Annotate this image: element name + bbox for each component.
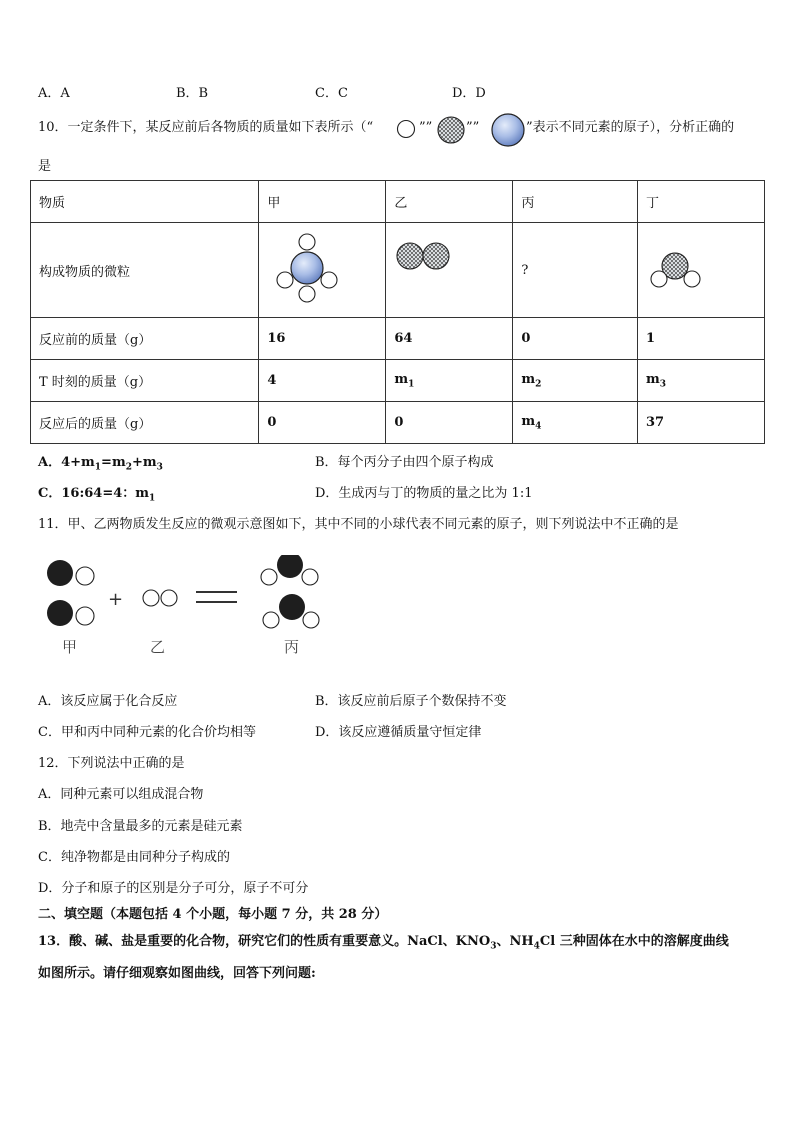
blue-atom-icon bbox=[490, 112, 526, 148]
particle-row bbox=[31, 223, 765, 318]
table-cell: 4 bbox=[259, 360, 386, 402]
q9-option-a: A．A bbox=[38, 86, 70, 101]
plus-sign: + bbox=[108, 589, 124, 610]
after-mass-row bbox=[31, 402, 765, 444]
q10-option-b: B．每个丙分子由四个原子构成 bbox=[315, 455, 494, 470]
q10-stem-part2: ”表示不同元素的原子），分析正确的 bbox=[526, 120, 735, 135]
header-cell: 丁 bbox=[637, 181, 764, 223]
before-mass-row bbox=[31, 318, 765, 360]
jia-molecule-icon bbox=[259, 223, 385, 317]
q11-option-a: A．该反应属于化合反应 bbox=[38, 694, 178, 709]
table-cell: $m_2$ bbox=[513, 360, 638, 402]
table-cell: 64 bbox=[386, 318, 513, 360]
bing-particle-cell: ? bbox=[513, 223, 638, 318]
q13-line2: 如图所示。请仔细观察如图曲线，回答下列问题: bbox=[38, 966, 316, 981]
header-cell: 物质 bbox=[31, 181, 259, 223]
q10-option-d: D．生成丙与丁的物质的量之比为 1:1 bbox=[315, 486, 533, 501]
jia-molecule bbox=[47, 560, 94, 626]
q11-reaction-diagram bbox=[38, 555, 338, 665]
q12-stem: 12．下列说法中正确的是 bbox=[38, 756, 185, 771]
q10-stem-quote-1: ”” bbox=[419, 120, 433, 135]
header-cell: 乙 bbox=[386, 181, 513, 223]
equals-sign bbox=[196, 592, 237, 602]
q10-option-a: A．$4+m_1=m_2+m_3$ bbox=[38, 455, 163, 473]
q9-option-b: B．B bbox=[176, 86, 209, 101]
row-label: T 时刻的质量（g） bbox=[31, 360, 259, 402]
hatched-atom-icon bbox=[436, 115, 466, 145]
table-cell: 0 bbox=[513, 318, 638, 360]
particle-label: 构成物质的微粒 bbox=[31, 223, 259, 318]
row-label: 反应前的质量（g） bbox=[31, 318, 259, 360]
section-title: 二、填空题（本题包括 4 个小题，每小题 7 分，共 28 分） bbox=[38, 907, 388, 922]
q10-stem-part1: 10．一定条件下，某反应前后各物质的质量如下表所示（“ bbox=[38, 120, 374, 135]
label-bing: 丙 bbox=[284, 638, 300, 656]
q12-option-a: A．同种元素可以组成混合物 bbox=[38, 787, 204, 802]
yi-molecule bbox=[143, 590, 177, 606]
table-header-row bbox=[31, 181, 765, 223]
q11-option-b: B．该反应前后原子个数保持不变 bbox=[315, 694, 507, 709]
q11-stem: 11．甲、乙两物质发生反应的微观示意图如下，其中不同的小球代表不同元素的原子，则下列说法中不正确的是 bbox=[38, 517, 679, 532]
t-time-mass-row bbox=[31, 360, 765, 402]
q12-option-c: C．纯净物都是由同种分子构成的 bbox=[38, 850, 230, 865]
q10-mass-table bbox=[30, 180, 765, 444]
table-cell: $m_4$ bbox=[513, 402, 638, 444]
jia-particle-cell bbox=[259, 223, 386, 318]
row-label: 反应后的质量（g） bbox=[31, 402, 259, 444]
q9-option-c: C．C bbox=[315, 86, 348, 101]
ding-particle-cell bbox=[637, 223, 764, 318]
table-cell: 0 bbox=[386, 402, 513, 444]
yi-particle-cell bbox=[386, 223, 513, 318]
q12-option-b: B．地壳中含量最多的元素是硅元素 bbox=[38, 819, 243, 834]
bing-molecule bbox=[261, 555, 319, 628]
header-cell: 甲 bbox=[259, 181, 386, 223]
table-cell: 16 bbox=[259, 318, 386, 360]
q13-line1: 13．酸、碱、盐是重要的化合物，研究它们的性质有重要意义。NaCl、$KNO_3$、$NH_4Cl$ 三种固体在水中的溶解度曲线 bbox=[38, 934, 729, 952]
ding-molecule-icon bbox=[638, 223, 764, 317]
q11-option-d: D．该反应遵循质量守恒定律 bbox=[315, 725, 482, 740]
q10-stem-quote-2: ”” bbox=[466, 120, 480, 135]
yi-molecule-icon bbox=[386, 223, 512, 317]
white-atom-icon bbox=[396, 119, 416, 139]
table-cell: 1 bbox=[637, 318, 764, 360]
q10-stem-line2: 是 bbox=[38, 159, 52, 174]
q11-option-c: C．甲和丙中同种元素的化合价均相等 bbox=[38, 725, 256, 740]
table-cell: 37 bbox=[637, 402, 764, 444]
q12-option-d: D．分子和原子的区别是分子可分，原子不可分 bbox=[38, 881, 309, 896]
q9-options bbox=[38, 82, 558, 100]
header-cell: 丙 bbox=[513, 181, 638, 223]
table-cell: $m_1$ bbox=[386, 360, 513, 402]
table-cell: $m_3$ bbox=[637, 360, 764, 402]
q9-option-d: D．D bbox=[452, 86, 486, 101]
q10-option-c: C．16:64=4：$m_1$ bbox=[38, 486, 156, 504]
label-jia: 甲 bbox=[62, 638, 78, 656]
label-yi: 乙 bbox=[150, 638, 166, 656]
table-cell: 0 bbox=[259, 402, 386, 444]
